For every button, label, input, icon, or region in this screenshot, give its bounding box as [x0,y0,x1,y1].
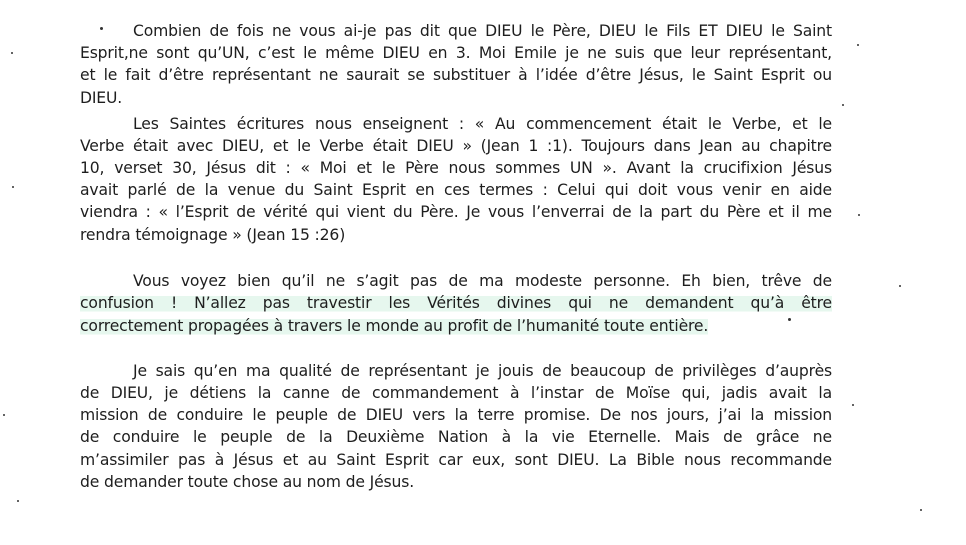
paragraph-1-line-3: et le fait d’être représentant ne saurait se substituer à l’idée d’être Jésus, le Saint Esprit ou [80,66,832,84]
paragraph-2-line-6: rendra témoignage » (Jean 15 :26) [80,226,346,244]
scan-speck [842,104,844,106]
paragraph-1-line-4: DIEU. [80,89,123,107]
paragraph-4-line-1: Je sais qu’en ma qualité de représentant je jouis de beaucoup de privilèges d’auprès [133,362,832,380]
scan-speck [17,500,19,502]
scan-speck [920,509,922,511]
scan-speck [11,52,13,54]
paragraph-4-line-4: de conduire le peuple de la Deuxième Nation à la vie Eternelle. Mais de grâce ne [80,428,832,446]
scan-speck [858,214,860,216]
scan-speck [12,186,14,188]
scan-speck [857,44,859,46]
paragraph-1-line-1: Combien de fois ne vous ai-je pas dit que DIEU le Père, DIEU le Fils ET DIEU le Saint [133,22,832,40]
paragraph-4-line-5: m’assimiler pas à Jésus et au Saint Esprit car eux, sont DIEU. La Bible nous recommande [80,451,832,469]
paragraph-2-line-2: Verbe était avec DIEU, et le Verbe était DIEU » (Jean 1 :1). Toujours dans Jean au chapitre [80,137,832,155]
paragraph-4-line-3: mission de conduire le peuple de DIEU vers la terre promise. De nos jours, j’ai la mission [80,406,832,424]
scan-speck [788,318,791,321]
paragraph-3-line-2: confusion ! N’allez pas travestir les Vérités divines qui ne demandent qu’à être [80,294,832,312]
paragraph-4-line-2: de DIEU, je détiens la canne de commandement à l’instar de Moïse qui, jadis avait la [80,384,832,402]
paragraph-2-line-1: Les Saintes écritures nous enseignent : « Au commencement était le Verbe, et le [133,115,832,133]
paragraph-1-line-2: Esprit,ne sont qu’UN, c’est le même DIEU en 3. Moi Emile je ne suis que leur représentant, [80,44,832,62]
paragraph-4-line-6: de demander toute chose au nom de Jésus. [80,473,415,491]
scan-speck [3,414,5,416]
paragraph-3-line-1: Vous voyez bien qu’il ne s’agit pas de ma modeste personne. Eh bien, trêve de [133,272,832,290]
scan-speck [852,404,854,406]
paragraph-2-line-4: avait parlé de la venue du Saint Esprit en ces termes : Celui qui doit vous venir en aide [80,181,832,199]
paragraph-2-line-5: viendra : « l’Esprit de vérité qui vient du Père. Je vous l’enverrai de la part du Père et il me [80,203,832,221]
paragraph-2-line-3: 10, verset 30, Jésus dit : « Moi et le Père nous sommes UN ». Avant la crucifixion Jésus [80,159,832,177]
scan-speck [100,27,103,30]
scan-speck [899,285,901,287]
paragraph-3-line-3: correctement propagées à travers le monde au profit de l’humanité toute entière. [80,317,709,335]
